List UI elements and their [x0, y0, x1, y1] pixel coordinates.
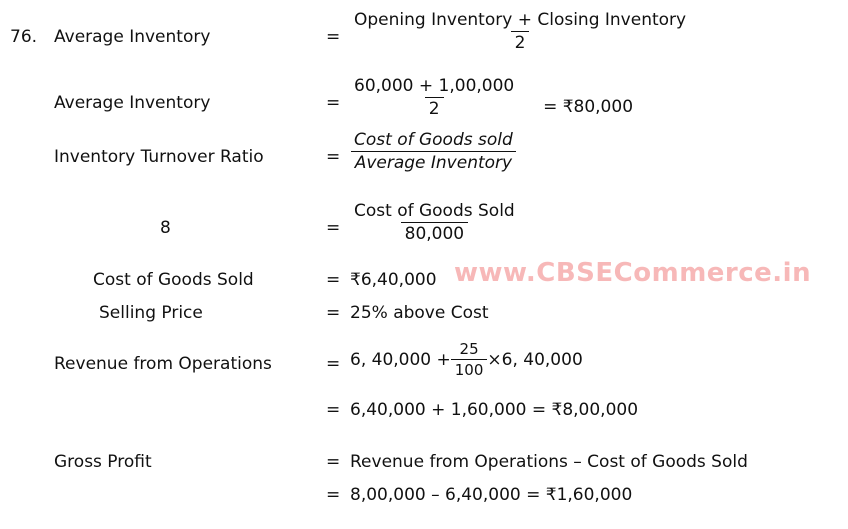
fraction-average-inventory-values [350, 76, 518, 119]
fraction-denominator: 80,000 [401, 222, 468, 244]
line-4-rhs [350, 201, 519, 244]
fraction-numerator: Cost of Goods sold [354, 130, 513, 150]
line-3-label: Inventory Turnover Ratio [54, 147, 264, 167]
line-5-rhs: ₹6,40,000 [350, 270, 437, 290]
line-2-rhs [350, 76, 633, 119]
line-6-equals: = [326, 303, 341, 323]
line-7-label: Revenue from Operations [54, 354, 272, 374]
line-3-equals: = [326, 147, 341, 167]
line-10-equals: = [326, 485, 341, 505]
question-number: 76. [10, 27, 38, 47]
line-2-result: = ₹80,000 [543, 96, 634, 117]
line-7-prefix: 6, 40,000 + [350, 349, 451, 370]
line-6-label: Selling Price [99, 303, 203, 323]
line-9-rhs: Revenue from Operations – Cost of Goods Sold [350, 452, 748, 472]
line-1-rhs [350, 10, 690, 53]
fraction-cogs-over-avg [350, 201, 519, 244]
watermark-text: www.CBSECommerce.in [454, 258, 812, 288]
line-4-label: 8 [160, 218, 171, 238]
line-6-rhs: 25% above Cost [350, 303, 489, 323]
line-5-label: Cost of Goods Sold [93, 270, 254, 290]
fraction-numerator: 25 [459, 340, 479, 358]
line-3-rhs [350, 130, 517, 173]
fraction-average-inventory [350, 10, 690, 53]
line-2-label: Average Inventory [54, 93, 211, 113]
fraction-denominator: 100 [451, 359, 488, 379]
line-1-equals: = [326, 27, 341, 47]
line-2-equals: = [326, 93, 341, 113]
fraction-denominator: Average Inventory [351, 151, 516, 173]
fraction-numerator: 60,000 + 1,00,000 [354, 76, 515, 96]
fraction-twentyfive-hundred [451, 340, 488, 379]
fraction-inventory-turnover [350, 130, 517, 173]
line-8-rhs: 6,40,000 + 1,60,000 = ₹8,00,000 [350, 400, 639, 420]
line-9-label: Gross Profit [54, 452, 152, 472]
fraction-denominator: 2 [425, 97, 444, 119]
line-5-equals: = [326, 270, 341, 290]
line-10-rhs: 8,00,000 – 6,40,000 = ₹1,60,000 [350, 485, 633, 505]
line-7-suffix: ×6, 40,000 [487, 349, 583, 370]
line-4-equals: = [326, 218, 341, 238]
fraction-numerator: Opening Inventory + Closing Inventory [354, 10, 687, 30]
line-1-label: Average Inventory [54, 27, 211, 47]
fraction-numerator: Cost of Goods Sold [354, 201, 515, 221]
line-7-equals: = [326, 354, 341, 374]
fraction-denominator: 2 [511, 31, 530, 53]
line-8-equals: = [326, 400, 341, 420]
line-9-equals: = [326, 452, 341, 472]
line-7-rhs [350, 340, 583, 379]
